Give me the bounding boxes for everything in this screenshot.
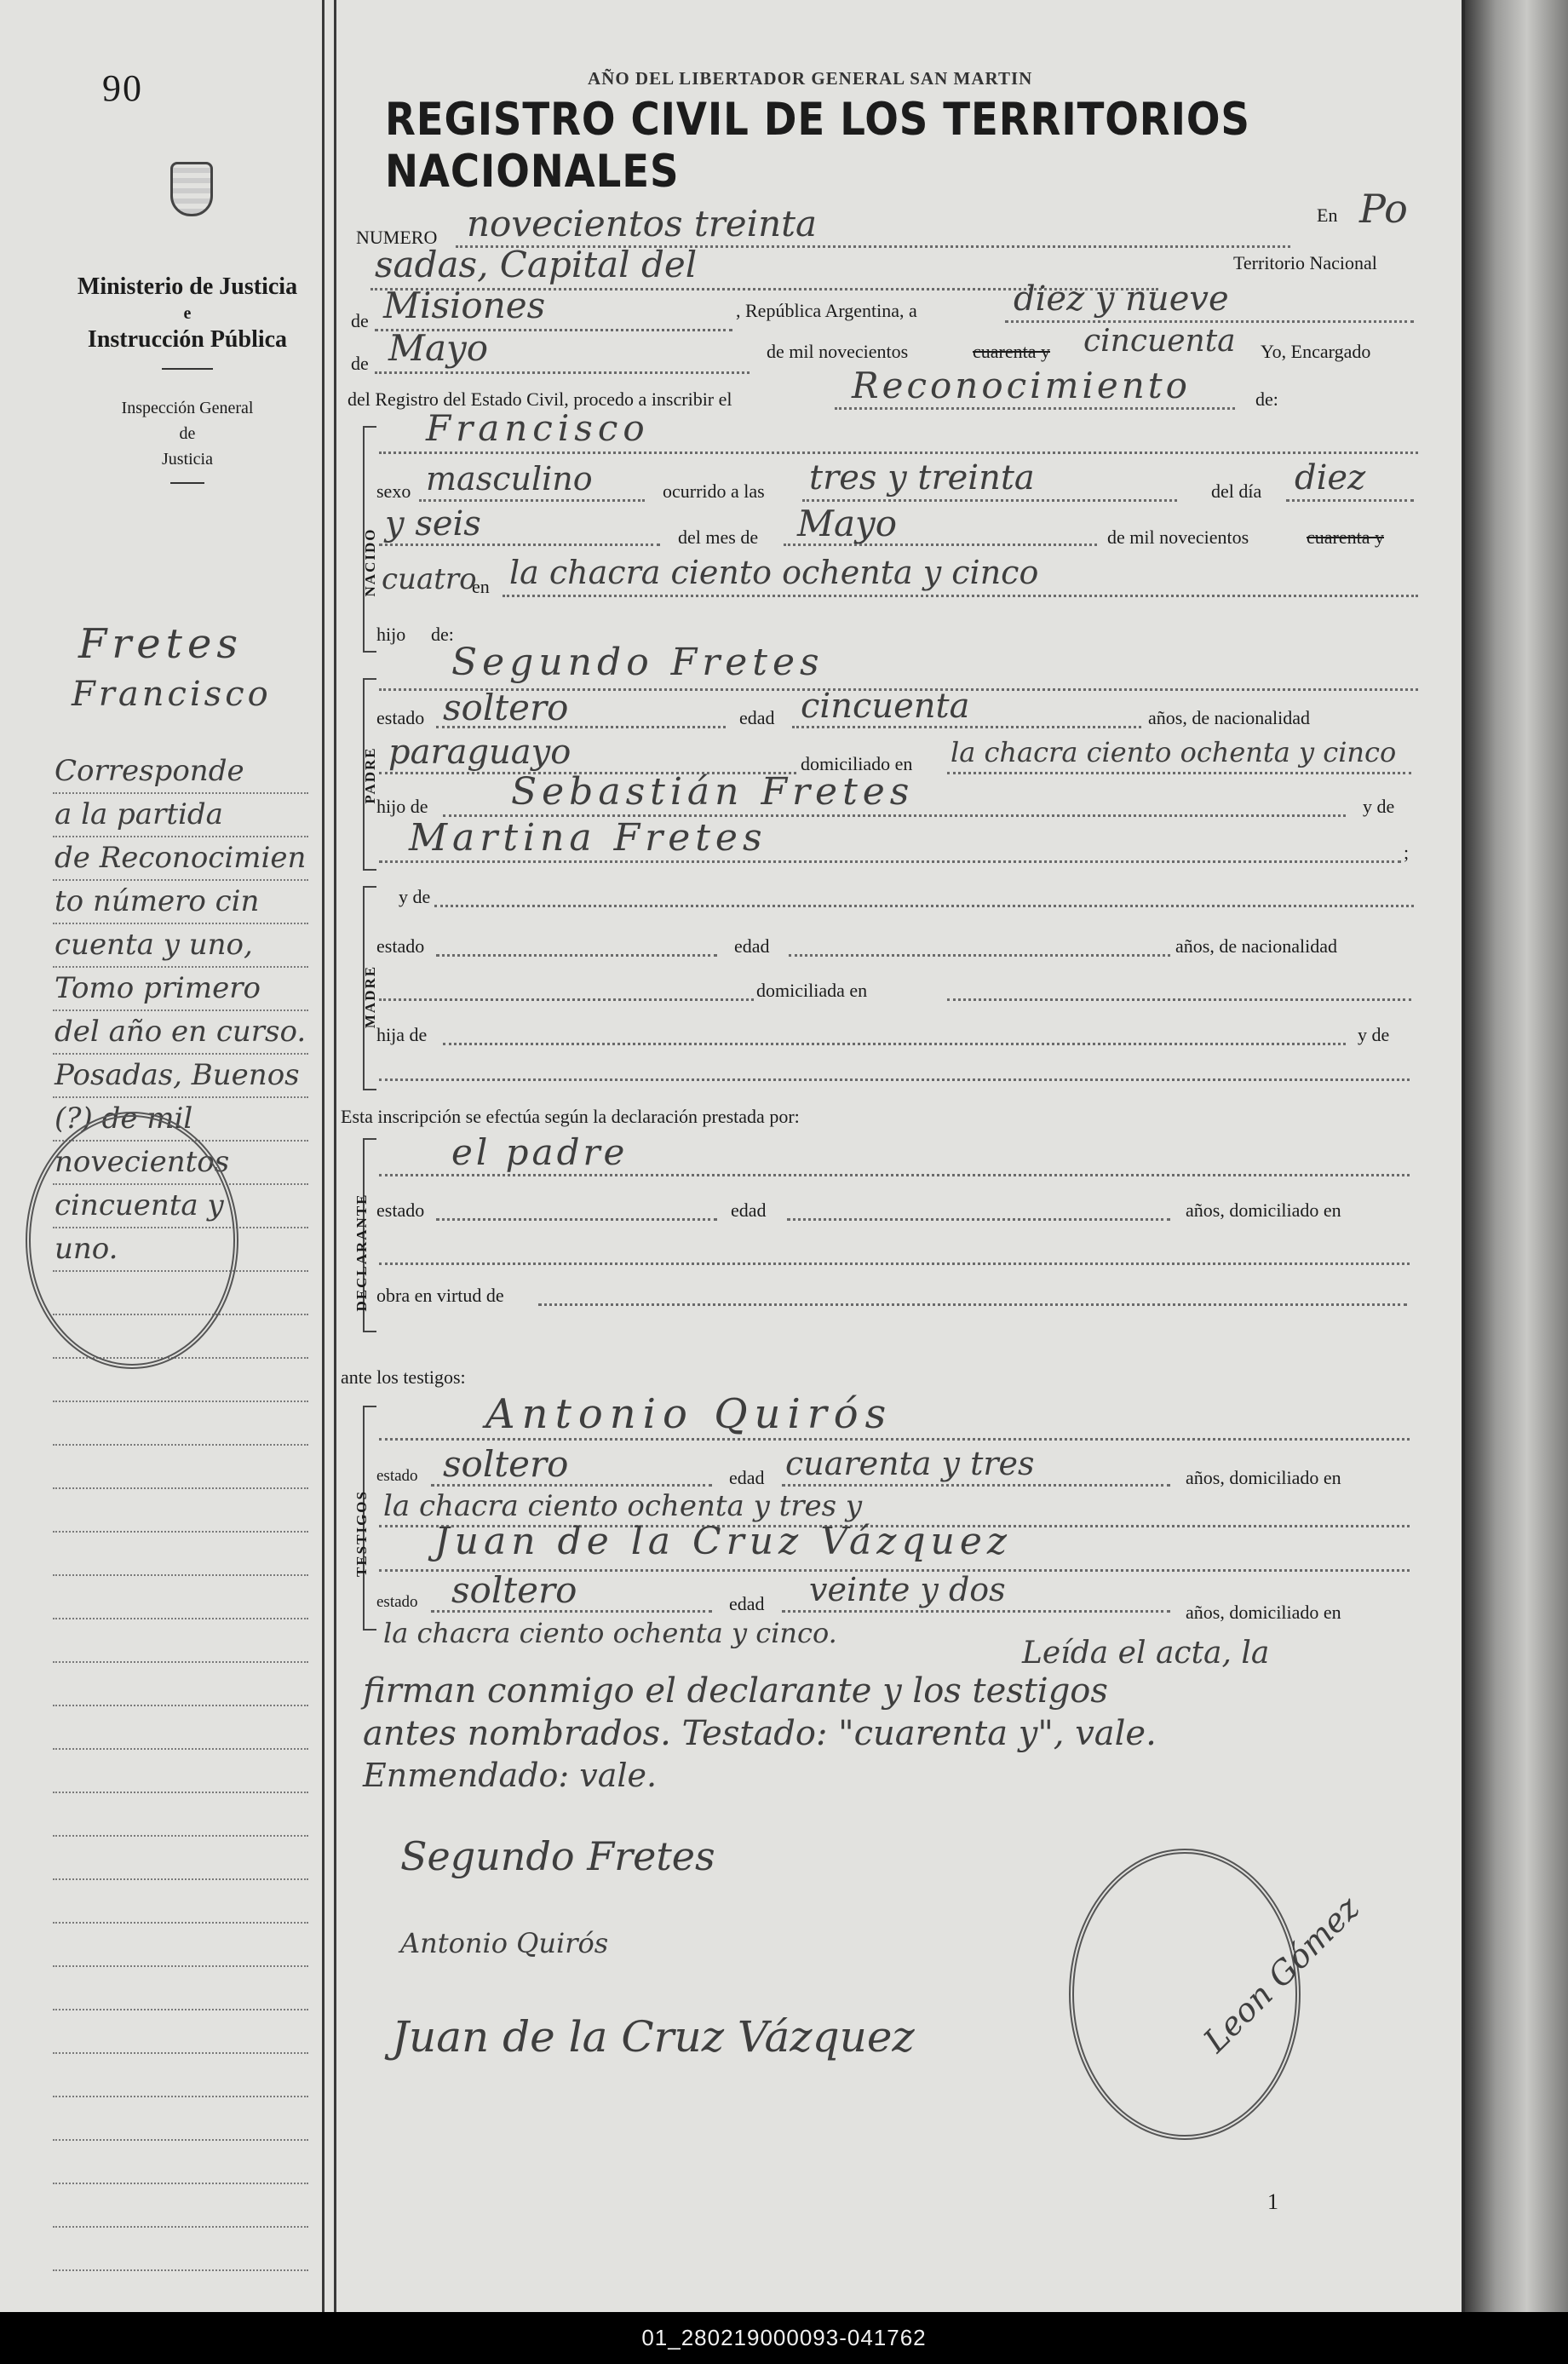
padre-hijo-label: hijo de [376,796,428,817]
padre-nacionalidad-value: paraguayo [388,733,571,772]
lugar-value: la chacra ciento ochenta y cinco [509,554,1039,591]
testigo2-estado-label: estado [376,1593,418,1611]
madre-domiciliada-label: domiciliada en [756,980,868,1001]
sexo-label: sexo [376,480,411,502]
margin-ruled-line [53,2139,308,2141]
testigo2-edad-value: veinte y dos [809,1571,1006,1608]
declarante-estado-label: estado [376,1199,425,1221]
hora-value: tres y treinta [809,458,1035,498]
margin-note-line: to número cin [55,884,260,918]
declarante-edad-label: edad [731,1199,767,1221]
margin-ruled-line [53,1748,308,1750]
hijo-de-label: de: [431,624,454,645]
padre-padre-value: Sebastián Fretes [511,770,915,814]
closing-line: firman conmigo el declarante y los testigos [363,1671,1108,1711]
padre-y-de-label: y de [1363,796,1395,817]
margin-given-name: Francisco [72,675,272,714]
margin-note-line: uno. [55,1232,118,1266]
en-label: En [1317,204,1338,226]
mes-label: del mes de [678,526,759,548]
republica-label: , República Argentina, a [736,300,917,321]
closing-line: antes nombrados. Testado: "cuarenta y", vale. [363,1714,1157,1753]
madre-section-label: MADRE [362,964,378,1029]
image-caption: 01_280219000093-041762 [0,2312,1568,2364]
obra-label: obra en virtud de [376,1285,504,1306]
margin-note-line: del año en curso. [55,1015,307,1049]
margin-ruled-line [53,2009,308,2010]
testigo2-anios-label: años, domiciliado en [1186,1602,1341,1623]
declarante-section-label: DECLARANTE [353,1193,370,1312]
madre-y-de2-label: y de [1358,1024,1390,1045]
signature-testigo2: Juan de la Cruz Vázquez [392,2012,915,2062]
margin-note-line: (?) de mil [55,1101,193,1136]
year-value: cincuenta [1083,324,1236,359]
nacido-mil-label: de mil novecientos [1107,526,1249,548]
testigos-label: ante los testigos: [341,1366,466,1388]
testigo2-name-value: Juan de la Cruz Vázquez [434,1520,1013,1563]
margin-stamp [26,1112,238,1369]
numero-value: novecientos treinta [467,203,818,244]
anio-value: cuatro [382,562,477,596]
testigo1-name-value: Antonio Quirós [485,1390,893,1438]
margin-note-line: de Reconocimien [55,841,307,875]
header-title: REGISTRO CIVIL DE LOS TERRITORIOS NACIONALES [385,94,1250,198]
closing-line: Enmendado: vale. [363,1757,658,1794]
margin-ruled-line [53,1401,308,1402]
padre-anios-label: años, de nacionalidad [1148,707,1310,728]
sexo-value: masculino [426,460,593,498]
signature-declarante: Segundo Fretes [400,1833,715,1879]
act-value: Reconocimiento [852,365,1191,406]
declarante-anios-label: años, domiciliado en [1186,1199,1341,1221]
inspection-line-3: Justicia [162,450,213,469]
cuarenta-struck: cuarenta y [973,341,1050,362]
header-motto: AÑO DEL LIBERTADOR GENERAL SAN MARTIN [588,68,1033,89]
margin-ruled-line [53,2226,308,2228]
margin-note-line: novecientos [55,1145,230,1179]
margin-ruled-line [53,1444,308,1446]
mil-label: de mil novecientos [767,341,909,362]
territorio-value: Misiones [383,285,546,326]
month-value: Mayo [388,327,489,369]
testigo2-domicilio-value: la chacra ciento ochenta y cinco. [383,1617,837,1649]
margin-ruled-line [53,2052,308,2054]
margin-ruled-line [53,1574,308,1576]
numero-label: NUMERO [356,227,438,248]
padre-domiciliado-label: domiciliado en [801,753,913,774]
margin-ruled-line [53,1531,308,1533]
margin-ruled-line [53,1878,308,1880]
testigo1-domicilio-value: la chacra ciento ochenta y tres y [383,1489,863,1523]
de3-label: de: [1255,388,1278,410]
signature-encargado: Leon Gómez [1196,1889,1367,2060]
margin-note-line: Tomo primero [55,971,261,1005]
padre-section-label: PADRE [362,746,378,804]
madre-edad-label: edad [734,935,770,957]
margin-ruled-line [53,1618,308,1619]
margin-ruled-line [53,1922,308,1924]
madre-anios-label: años, de nacionalidad [1175,935,1337,957]
nacido-en-label: en [472,576,490,597]
registro-label: del Registro del Estado Civil, procedo a inscribir el [347,388,732,410]
nacido-name-value: Francisco [426,407,650,449]
ministry-line-3: Instrucción Pública [87,326,288,353]
margin-note-line: a la partida [55,797,223,831]
inspection-line-2: de [179,424,196,443]
margin-ruled-line [53,2096,308,2097]
margin-note-line: Posadas, Buenos [55,1058,300,1092]
madre-hija-label: hija de [376,1024,428,1045]
yo-label: Yo, Encargado [1261,341,1371,362]
ministry-block [51,271,324,494]
testigo2-edad-label: edad [729,1593,765,1614]
declarante-name-value: el padre [451,1131,629,1173]
margin-surname: Fretes [78,620,243,668]
day-value: diez y nueve [1014,279,1229,319]
page-number: 90 [102,67,143,109]
margin-ruled-line [53,2183,308,2184]
nacido-cuarenta-struck: cuarenta y [1307,526,1384,548]
padre-semicolon: ; [1404,842,1410,863]
dia-value: diez [1295,458,1366,498]
ministry-line-2: e [183,304,192,323]
de2-label: de [351,353,369,374]
ocurrido-label: ocurrido a las [663,480,765,502]
declaracion-label: Esta inscripción se efectúa según la declaración prestada por: [341,1106,800,1127]
padre-edad-value: cincuenta [801,687,970,726]
madre-estado-label: estado [376,935,425,957]
testigo1-estado-label: estado [376,1467,418,1485]
dia-label: del día [1211,480,1262,502]
margin-ruled-line [53,1835,308,1837]
padre-estado-value: soltero [443,687,569,728]
margin-ruled-line [53,1705,308,1706]
testigo1-edad-value: cuarenta y tres [785,1445,1035,1482]
padre-name-value: Segundo Fretes [451,641,824,684]
margin-ruled-line [53,2269,308,2271]
signature-testigo1: Antonio Quirós [400,1927,609,1959]
closing-line: Leída el acta, la [1022,1636,1270,1671]
folio-mark: 1 [1267,2189,1278,2214]
margin-note-line: cincuenta y [55,1188,224,1222]
territorio-label: Territorio Nacional [1233,252,1377,273]
margin-ruled-line [53,1661,308,1663]
margin-note-line: cuenta y uno, [55,928,253,962]
testigos-section-label: TESTIGOS [353,1490,370,1577]
mes-value: Mayo [797,503,898,544]
inspection-line-1: Inspección General [121,399,254,417]
testigo1-estado-value: soltero [443,1443,569,1485]
divider [162,368,213,370]
testigo1-anios-label: años, domiciliado en [1186,1467,1341,1488]
padre-madre-value: Martina Fretes [409,816,767,860]
city-value: sadas, Capital del [375,244,698,285]
margin-column-rule-inner [334,0,336,2312]
padre-edad-label: edad [739,707,775,728]
dia-value-cont: y seis [385,504,481,544]
nacido-section-label: NACIDO [362,527,378,597]
testigo2-estado-value: soltero [451,1569,577,1611]
hijo-label: hijo [376,624,406,645]
margin-ruled-line [53,1487,308,1489]
de-label: de [351,310,369,331]
testigo1-edad-label: edad [729,1467,765,1488]
madre-y-de-label: y de [399,886,431,907]
coat-of-arms-icon [170,162,213,216]
margin-ruled-line [53,1965,308,1967]
margin-note-line: Corresponde [55,754,244,788]
margin-ruled-line [53,1792,308,1793]
ministry-line-1: Ministerio de Justicia [77,273,298,300]
en-value: Po [1359,186,1408,232]
divider [170,482,204,484]
padre-estado-label: estado [376,707,425,728]
padre-domicilio-value: la chacra ciento ochenta y cinco [951,736,1397,768]
book-edge [1465,0,1568,2312]
